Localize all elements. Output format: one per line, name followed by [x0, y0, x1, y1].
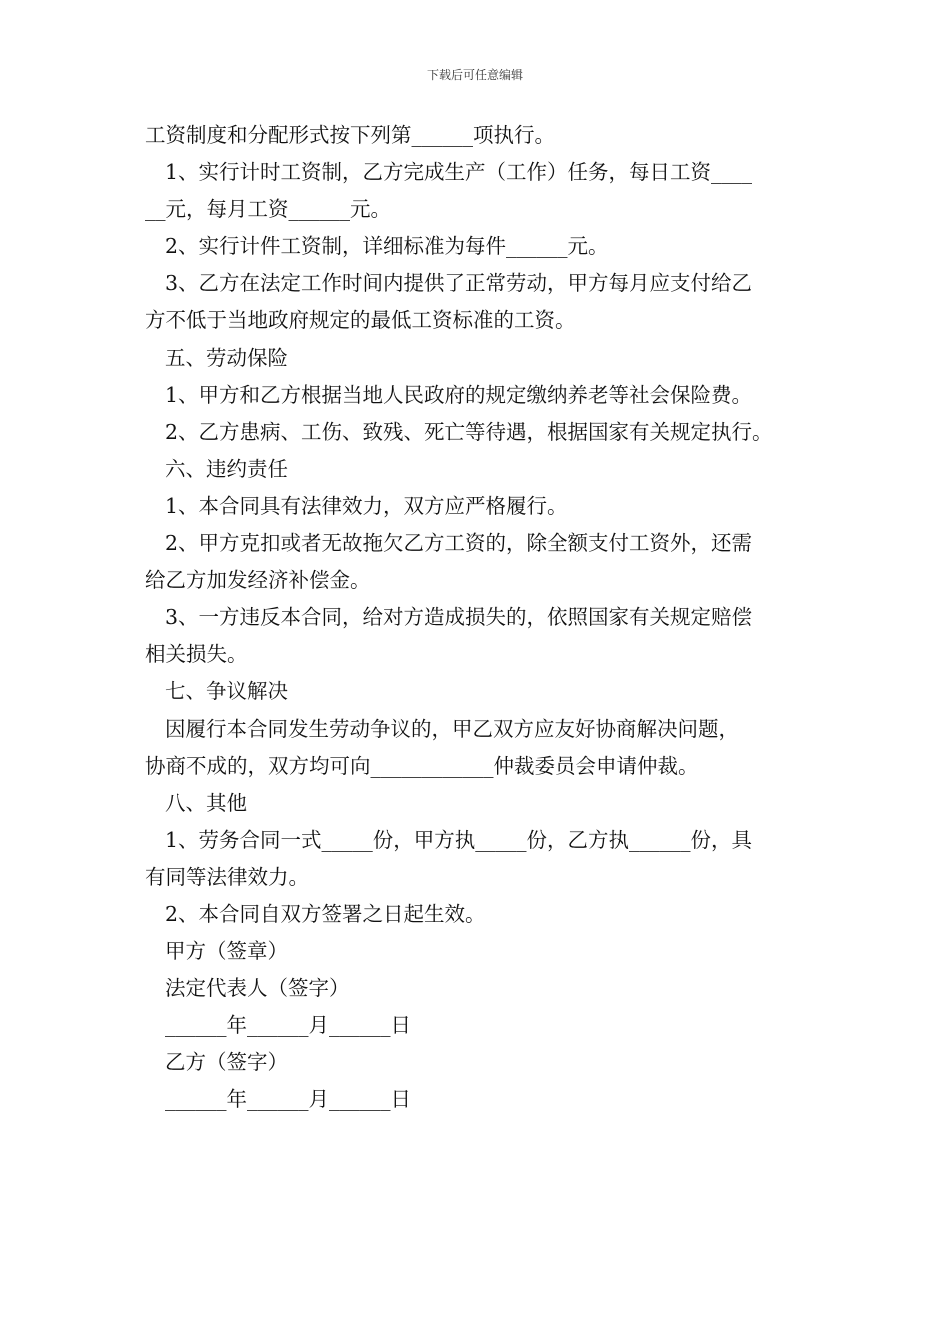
document-line: 六、违约责任 — [165, 456, 288, 481]
document-line: 2、实行计件工资制，详细标准为每件______元。 — [165, 234, 609, 259]
document-body — [145, 117, 825, 1119]
document-line: 3、一方违反本合同，给对方造成损失的，依照国家有关规定赔偿 — [165, 605, 753, 630]
document-line: 五、劳动保险 — [165, 345, 288, 370]
document-line: ______年______月______日 — [165, 1013, 411, 1038]
document-line: 甲方（签章） — [165, 939, 288, 964]
document-line: 1、甲方和乙方根据当地人民政府的规定缴纳养老等社会保险费。 — [165, 382, 753, 407]
document-line: 有同等法律效力。 — [145, 864, 309, 889]
document-line: 2、乙方患病、工伤、致残、死亡等待遇，根据国家有关规定执行。 — [165, 419, 773, 444]
document-line: 工资制度和分配形式按下列第______项执行。 — [145, 123, 555, 147]
document-line: 3、乙方在法定工作时间内提供了正常劳动，甲方每月应支付给乙 — [165, 271, 753, 296]
document-line: 1、劳务合同一式_____份，甲方执_____份，乙方执______份，具 — [165, 827, 753, 852]
document-line: 因履行本合同发生劳动争议的，甲乙双方应友好协商解决问题， — [165, 716, 739, 741]
document-line: 八、其他 — [165, 790, 247, 815]
document-line: 七、争议解决 — [165, 679, 288, 704]
document-line: 2、本合同自双方签署之日起生效。 — [165, 901, 486, 926]
document-line: ______年______月______日 — [165, 1087, 411, 1112]
document-line: 1、本合同具有法律效力，双方应严格履行。 — [165, 493, 568, 518]
document-line: 乙方（签字） — [165, 1050, 288, 1075]
document-line: 1、实行计时工资制，乙方完成生产（工作）任务，每日工资____ — [165, 160, 753, 185]
page-header-note: 下载后可任意编辑 — [426, 68, 523, 82]
document-line: 方不低于当地政府规定的最低工资标准的工资。 — [145, 308, 576, 333]
document-line: 相关损失。 — [145, 642, 248, 667]
document-line: __元，每月工资______元。 — [145, 197, 391, 222]
document-line: 2、甲方克扣或者无故拖欠乙方工资的，除全额支付工资外，还需 — [165, 531, 753, 556]
document-line: 给乙方加发经济补偿金。 — [145, 568, 371, 593]
document-line: 协商不成的，双方均可向____________仲裁委员会申请仲裁。 — [145, 753, 699, 778]
document-line: 法定代表人（签字） — [165, 976, 350, 1001]
